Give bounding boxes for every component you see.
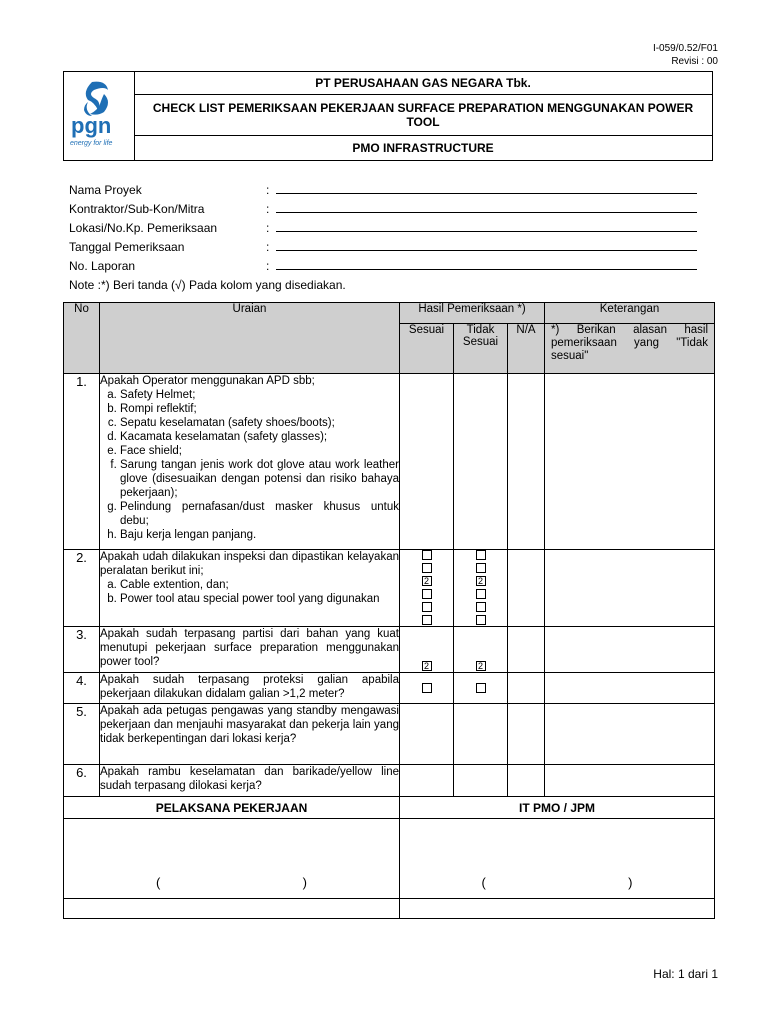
page-number: Hal: 1 dari 1: [653, 967, 718, 981]
field-line-no-laporan[interactable]: [276, 269, 697, 270]
list-item: f. Sarung tangan jenis work dot glove atau work leather glove (disesuaikan dengan potensi dan risiko bahaya pekerjaan);: [120, 458, 399, 500]
row-number: 5.: [64, 704, 100, 765]
list-item: g. Pelindung pernafasan/dust masker khusus untuk debu;: [120, 500, 399, 528]
field-line-lokasi[interactable]: [276, 231, 697, 232]
signature-title-pmo: IT PMO / JPM: [400, 797, 715, 819]
field-line-tanggal[interactable]: [276, 250, 697, 251]
open-paren: (: [481, 875, 486, 890]
checkbox[interactable]: [422, 589, 432, 599]
cell-keterangan[interactable]: [545, 704, 715, 765]
field-line-nama-proyek[interactable]: [276, 193, 697, 194]
document-number: I-059/0.52/F01: [652, 43, 718, 54]
list-item: a. Cable extention, dan;: [120, 578, 399, 592]
cell-sesuai: [400, 673, 454, 704]
field-colon: :: [266, 183, 270, 197]
cell-sesuai[interactable]: [400, 765, 454, 797]
close-paren: ): [628, 875, 633, 890]
header-keterangan-note: *) Berikan alasan hasil pemeriksaan yang "Tidak sesuai": [545, 324, 715, 374]
checklist-table: [63, 302, 715, 919]
company-name: PT PERUSAHAAN GAS NEGARA Tbk.: [134, 72, 712, 95]
cell-keterangan[interactable]: [545, 765, 715, 797]
row-question: Apakah Operator menggunakan APD sbb;: [100, 375, 315, 387]
row-question: Apakah sudah terpasang partisi dari bahan yang kuat menutupi pekerjaan surface preparation menggunakan power tool?: [100, 627, 400, 673]
revision-number: Revisi : 00: [671, 56, 718, 67]
document-title: CHECK LIST PEMERIKSAAN PEKERJAAN SURFACE PREPARATION MENGGUNAKAN POWER TOOL: [134, 95, 712, 136]
pgn-logo-icon: [64, 72, 134, 160]
document-code: [653, 42, 718, 68]
cell-sesuai[interactable]: [400, 374, 454, 550]
checkbox[interactable]: [476, 589, 486, 599]
list-item: d. Kacamata keselamatan (safety glasses);: [120, 430, 399, 444]
field-label-no-laporan: No. Laporan: [69, 259, 136, 273]
field-label-tanggal: Tanggal Pemeriksaan: [69, 240, 185, 254]
list-item: b. Rompi reflektif;: [120, 402, 399, 416]
row-question: Apakah udah dilakukan inspeksi dan dipastikan kelayakan peralatan berikut ini;: [100, 551, 399, 577]
header-no: No: [64, 303, 100, 374]
checkbox[interactable]: [476, 683, 486, 693]
cell-na[interactable]: [508, 627, 545, 673]
cell-tidak-sesuai: [454, 627, 508, 673]
date-cell-pelaksana[interactable]: [64, 899, 400, 919]
cell-na[interactable]: [508, 550, 545, 627]
close-paren: ): [302, 875, 307, 890]
table-row: [64, 673, 715, 704]
table-row: [64, 374, 715, 550]
equipment-list: [100, 578, 399, 606]
signature-header-row: [64, 797, 715, 819]
cell-keterangan[interactable]: [545, 550, 715, 627]
checkbox[interactable]: [422, 683, 432, 693]
checkbox[interactable]: [476, 615, 486, 625]
list-item: c. Sepatu keselamatan (safety shoes/boots);: [120, 416, 399, 430]
checkbox[interactable]: [422, 563, 432, 573]
table-row: [64, 550, 715, 627]
row-question: Apakah ada petugas pengawas yang standby mengawasi pekerjaan dan menjauhi masyarakat dan pekerja lain yang tidak berkepentingan dari lokasi kerja?: [100, 704, 400, 765]
checkbox[interactable]: 2: [476, 661, 486, 671]
cell-tidak-sesuai[interactable]: [454, 765, 508, 797]
field-colon: :: [266, 240, 270, 254]
logo-tagline: energy for life: [70, 140, 113, 147]
date-cell-pmo[interactable]: [400, 899, 715, 919]
cell-sesuai[interactable]: [400, 704, 454, 765]
row-number: 3.: [64, 627, 100, 673]
field-colon: :: [266, 259, 270, 273]
list-item: h. Baju kerja lengan panjang.: [120, 528, 399, 542]
cell-sesuai: [400, 550, 454, 627]
cell-keterangan[interactable]: [545, 374, 715, 550]
cell-tidak-sesuai: [454, 673, 508, 704]
checkbox[interactable]: [476, 602, 486, 612]
cell-tidak-sesuai: [454, 550, 508, 627]
cell-na[interactable]: [508, 374, 545, 550]
logo-text: pgn: [71, 113, 112, 138]
field-label-lokasi: Lokasi/No.Kp. Pemeriksaan: [69, 221, 218, 235]
department-name: PMO INFRASTRUCTURE: [352, 141, 494, 155]
list-item: a. Safety Helmet;: [120, 388, 399, 402]
table-row: [64, 765, 715, 797]
signature-box-pmo[interactable]: [400, 819, 715, 899]
header-na: N/A: [508, 324, 545, 374]
cell-sesuai: [400, 627, 454, 673]
header-tidak-sesuai: Tidak Sesuai: [454, 324, 508, 374]
cell-na[interactable]: [508, 704, 545, 765]
row-description: [100, 374, 400, 550]
checkbox[interactable]: [422, 615, 432, 625]
checkbox[interactable]: 2: [422, 661, 432, 671]
instruction-note: Note :*) Beri tanda (√) Pada kolom yang disediakan.: [69, 278, 346, 292]
open-paren: (: [156, 875, 161, 890]
cell-keterangan[interactable]: [545, 673, 715, 704]
checkbox[interactable]: [476, 550, 486, 560]
header-keterangan: Keterangan: [545, 303, 715, 324]
cell-keterangan[interactable]: [545, 627, 715, 673]
signature-date-row: [64, 899, 715, 919]
row-question: Apakah sudah terpasang proteksi galian apabila pekerjaan dilakukan didalam galian >1,2 meter?: [100, 673, 400, 704]
signature-box-pelaksana[interactable]: [64, 819, 400, 899]
field-label-kontraktor: Kontraktor/Sub-Kon/Mitra: [69, 202, 205, 216]
cell-tidak-sesuai[interactable]: [454, 704, 508, 765]
checkbox[interactable]: 2: [422, 576, 432, 586]
signature-title-pelaksana: PELAKSANA PEKERJAAN: [64, 797, 400, 819]
row-question: Apakah rambu keselamatan dan barikade/yellow line sudah terpasang dilokasi kerja?: [100, 765, 400, 797]
header-sesuai: Sesuai: [400, 324, 454, 374]
checkbox[interactable]: [476, 563, 486, 573]
field-line-kontraktor[interactable]: [276, 212, 697, 213]
header-hasil-pemeriksaan: Hasil Pemeriksaan *): [400, 303, 545, 324]
field-colon: :: [266, 221, 270, 235]
cell-tidak-sesuai[interactable]: [454, 374, 508, 550]
cell-na[interactable]: [508, 673, 545, 704]
table-row: [64, 627, 715, 673]
cell-na[interactable]: [508, 765, 545, 797]
row-number: 4.: [64, 673, 100, 704]
list-item: b. Power tool atau special power tool yang digunakan: [120, 592, 399, 606]
signature-row: [64, 819, 715, 899]
checkbox[interactable]: 2: [476, 576, 486, 586]
field-label-nama-proyek: Nama Proyek: [69, 183, 142, 197]
row-number: 2.: [64, 550, 100, 627]
table-row: [64, 704, 715, 765]
apd-list: [100, 388, 399, 542]
checkbox[interactable]: [422, 550, 432, 560]
row-number: 1.: [64, 374, 100, 550]
checkbox[interactable]: [422, 602, 432, 612]
list-item: e. Face shield;: [120, 444, 399, 458]
field-colon: :: [266, 202, 270, 216]
row-description: [100, 550, 400, 627]
logo-cell: [64, 72, 135, 160]
header-uraian: Uraian: [100, 303, 400, 374]
document-header: [63, 71, 713, 161]
row-number: 6.: [64, 765, 100, 797]
